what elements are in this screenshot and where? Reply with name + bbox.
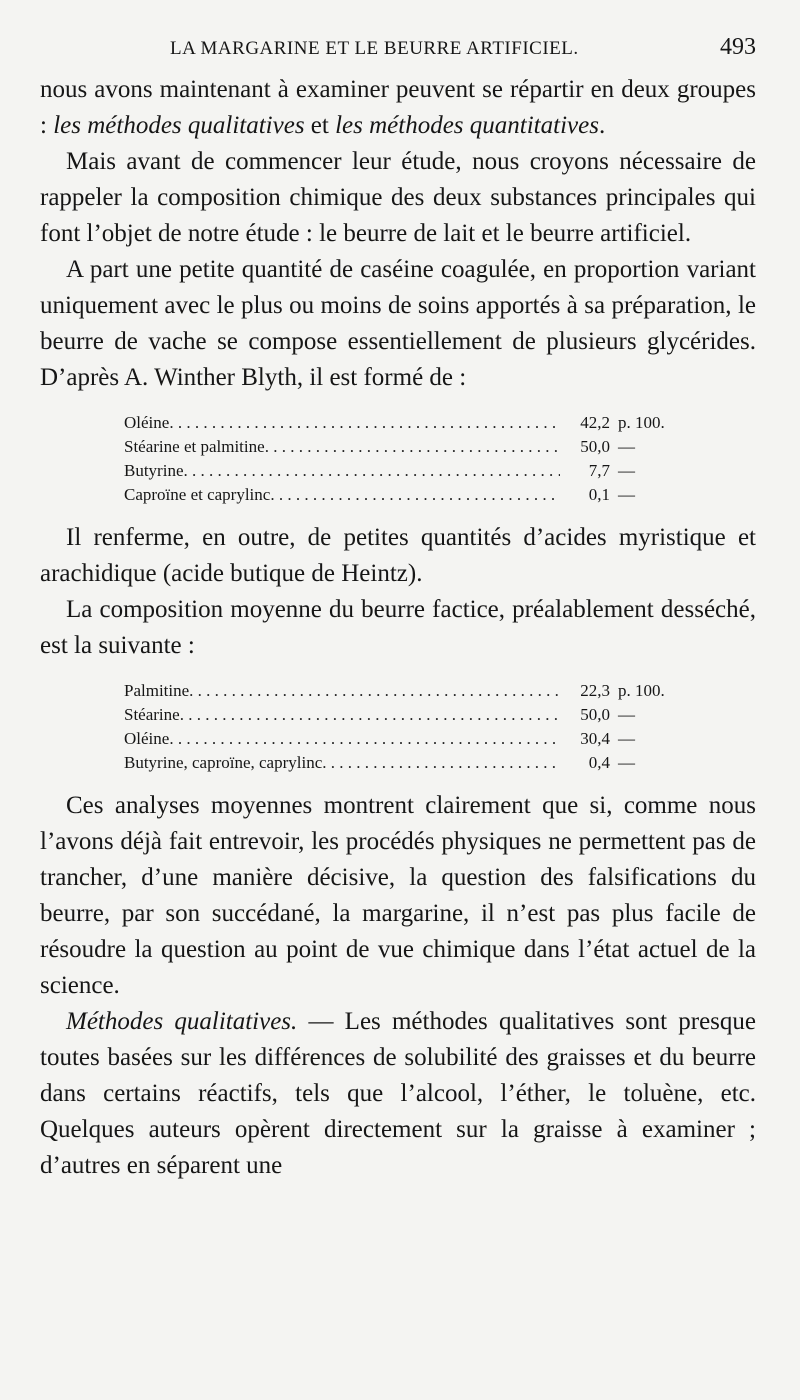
paragraph-3: A part une petite quantité de caséine coagulée, en proportion variant uniquement avec le plus ou moins de soins apportés à sa préparation, le beurre de vache se compose essentiellement de plusieurs glycérides. D’après A. Winther Blyth, il est formé de : [40, 256, 756, 391]
paragraph-4: Il renferme, en outre, de petites quantités d’acides myristique et arachidique (acide butique de Heintz). [40, 524, 756, 587]
paragraph-1-end: . [598, 112, 606, 139]
leader-dots [189, 679, 560, 703]
table-row [124, 435, 684, 459]
table-row [124, 727, 684, 751]
paragraph-1 [40, 72, 756, 144]
row-unit: p. 100. [618, 681, 665, 700]
paragraph-6: Ces analyses moyennes montrent clairement que si, comme nous l’avons déjà fait entrevoir, les procédés physiques ne permettent pas de trancher, d’une manière décisive, la question des falsifications du beurre, par son succédané, la margarine, il n’est pas plus facile de résoudre la question au point de vue chimique dans l’état actuel de la science. [40, 792, 756, 999]
row-value: 0,1 [588, 485, 610, 504]
row-unit: — [618, 705, 635, 724]
running-header [40, 34, 756, 70]
table-row [124, 411, 684, 435]
row-value: 50,0 [580, 705, 610, 724]
row-value: 42,2 [580, 413, 610, 432]
row-label: Butyrine, caproïne, caprylinc [124, 753, 323, 772]
row-unit: — [618, 729, 635, 748]
quantitative-methods-term: les méthodes quantitatives [335, 112, 599, 139]
row-label: Stéarine [124, 705, 180, 724]
paragraph-1-text: nous avons maintenant à examiner peuvent se répartir en deux groupes : [40, 76, 756, 139]
table-row [124, 483, 684, 507]
row-label: Stéarine et palmitine [124, 437, 265, 456]
qualitative-methods-term: les méthodes qualitatives [53, 112, 305, 139]
row-label: Oléine [124, 413, 170, 432]
table-row [124, 751, 684, 775]
leader-dots [180, 703, 560, 727]
leader-dots [184, 459, 561, 483]
body-text [40, 72, 756, 1184]
row-value: 22,3 [580, 681, 610, 700]
row-label: Butyrine [124, 461, 184, 480]
paragraph-7 [40, 1004, 756, 1184]
row-value: 0,4 [588, 753, 610, 772]
row-unit: — [618, 437, 635, 456]
leader-dots [270, 483, 560, 507]
table-row [124, 459, 684, 483]
row-unit: p. 100. [618, 413, 665, 432]
artificial-butter-composition-table [124, 679, 684, 775]
leader-dots [169, 727, 560, 751]
table-row [124, 679, 684, 703]
row-value: 50,0 [580, 437, 610, 456]
section-heading: Méthodes qualitatives. [66, 1008, 298, 1035]
row-label: Caproïne et caprylinc [124, 485, 271, 504]
row-label: Oléine [124, 729, 170, 748]
leader-dots [322, 751, 560, 775]
row-unit: — [618, 753, 635, 772]
running-title: LA MARGARINE ET LE BEURRE ARTIFICIEL. [170, 38, 579, 59]
row-unit: — [618, 485, 635, 504]
leader-dots [265, 435, 560, 459]
table-row [124, 703, 684, 727]
leader-dots [169, 411, 560, 435]
row-value: 7,7 [588, 461, 610, 480]
row-label: Palmitine [124, 681, 190, 700]
paragraph-5: La composition moyenne du beurre factice, préalablement desséché, est la suivante : [40, 596, 756, 659]
paragraph-2: Mais avant de commencer leur étude, nous croyons nécessaire de rappeler la composition chimique des deux substances principales qui font l’objet de notre étude : le beurre de lait et le beurre artificiel. [40, 148, 756, 247]
paragraph-1-conj: et [304, 112, 336, 139]
row-value: 30,4 [580, 729, 610, 748]
butter-composition-table [124, 411, 684, 507]
page-number: 493 [720, 34, 756, 60]
paragraph-7-text: — Les méthodes qualitatives sont presque toutes basées sur les différences de solubilité des graisses et du beurre dans certains réactifs, tels que l’alcool, l’éther, le toluène, etc. Quelques auteurs opèrent directement sur la graisse à examiner ; d’autres en séparent une [40, 1008, 757, 1179]
row-unit: — [618, 461, 635, 480]
